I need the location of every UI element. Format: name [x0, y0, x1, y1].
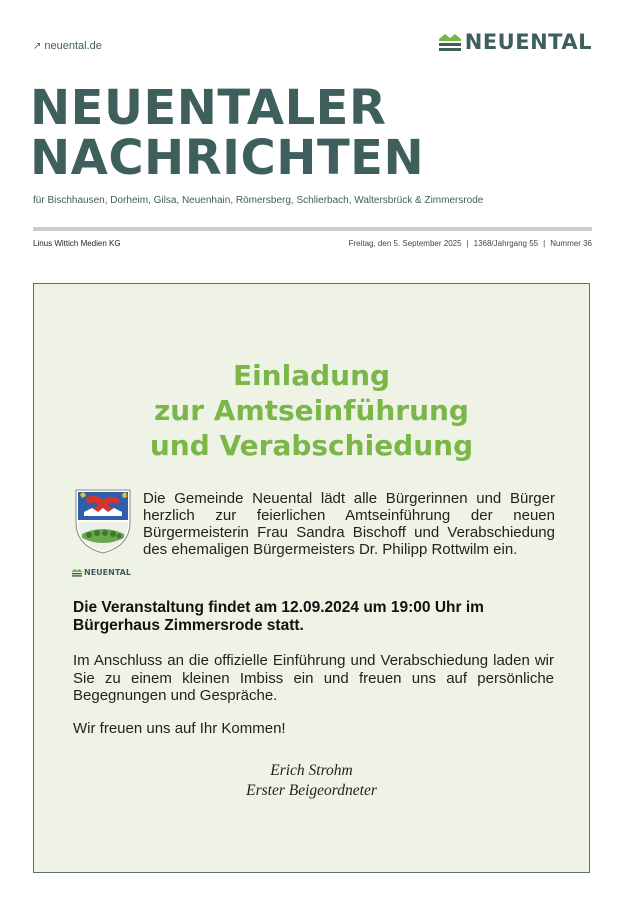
masthead-subtitle: für Bischhausen, Dorheim, Gilsa, Neuenhain, Römersberg, Schlierbach, Waltersbrück & Zimmersrode — [33, 195, 484, 206]
website-link[interactable] — [33, 40, 102, 52]
headline-line-1: Einladung — [232, 359, 391, 392]
masthead-title — [30, 80, 610, 186]
publisher-name: Linus Wittich Medien KG — [33, 239, 121, 248]
invitation-headline — [34, 358, 589, 463]
header-divider — [33, 227, 592, 231]
external-link-icon: ↗ — [33, 41, 42, 52]
masthead-line-1: NEUENTALER — [30, 80, 387, 136]
neuental-small-logo-icon — [72, 568, 82, 577]
headline-line-2: zur Amtseinführung — [154, 394, 469, 427]
brand-logo — [439, 30, 592, 54]
issue-date: Freitag, den 5. September 2025 — [348, 239, 462, 248]
crest-logo — [72, 568, 131, 577]
brand-name: NEUENTAL — [464, 30, 592, 54]
event-details: Die Veranstaltung findet am 12.09.2024 um 19:00 Uhr im Bürgerhaus Zimmersrode statt. — [73, 599, 484, 634]
closing-line: Wir freuen uns auf Ihr Kommen! — [73, 720, 286, 737]
invitation-notice — [33, 283, 590, 873]
neuental-logo-icon — [439, 33, 461, 51]
signer-title: Erster Beigeordneter — [246, 782, 377, 799]
issue-number: Nummer 36 — [550, 239, 592, 248]
website-text: neuental.de — [44, 40, 102, 52]
invitation-intro: Die Gemeinde Neuental lädt alle Bürgerinnen und Bürger herzlich zur feierlichen Amtseinführung der neuen Bürgermeisterin Frau Sandra Bischoff und Verabschiedung des ehemaligen Bürgermeisters Dr. Philipp Rottwilm ein. — [143, 490, 555, 558]
issue-info: Freitag, den 5. September 2025 | 1368/Jahrgang 55 | Nummer 36 — [348, 239, 592, 248]
crest-label-text: NEUENTAL — [84, 568, 131, 577]
masthead-line-2: NACHRICHTEN — [30, 130, 425, 186]
signer-name: Erich Strohm — [270, 762, 353, 779]
issue-edition: 1368/Jahrgang 55 — [473, 239, 539, 248]
headline-line-3: und Verabschiedung — [149, 429, 474, 462]
coat-of-arms-icon — [72, 488, 134, 554]
reception-paragraph: Im Anschluss an die offizielle Einführung und Verabschiedung laden wir Sie zu einem kleinen Imbiss ein und freuen uns auf persönliche Begegnungen und Gespräche. — [73, 652, 554, 704]
signature-block — [34, 761, 589, 801]
